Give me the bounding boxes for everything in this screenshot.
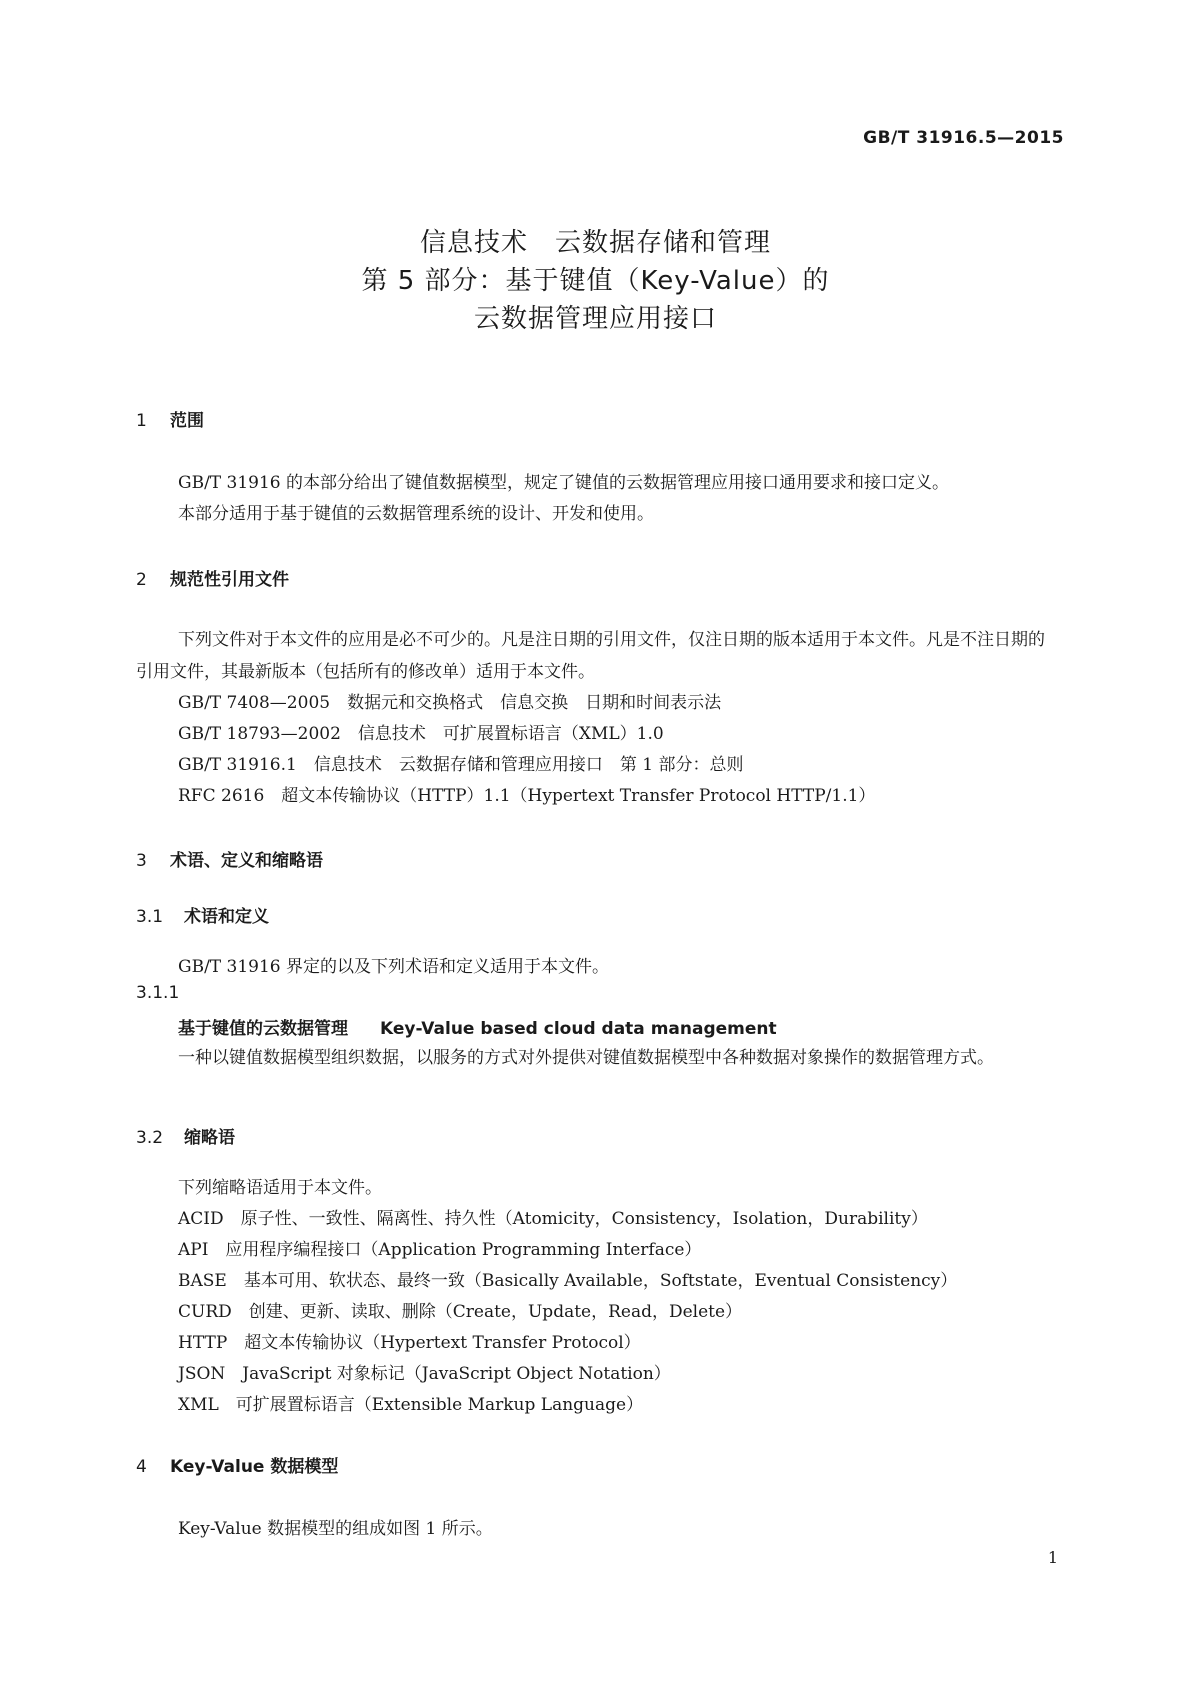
title-line-3: 云数据管理应用接口 <box>473 304 717 334</box>
section-1-heading <box>136 406 204 431</box>
abbreviation-item: API 应用程序编程接口（Application Programming Interface） <box>178 1240 702 1260</box>
title-line-1: 信息技术 云数据存储和管理 <box>419 228 771 258</box>
reference-item: GB/T 31916.1 信息技术 云数据存储和管理应用接口 第 1 部分：总则 <box>178 755 744 775</box>
section-title: 范围 <box>170 411 204 431</box>
term-chinese: 基于键值的云数据管理 <box>178 1019 348 1039</box>
section-2-heading <box>136 565 289 590</box>
reference-item: GB/T 7408—2005 数据元和交换格式 信息交换 日期和时间表示法 <box>178 693 722 713</box>
paragraph: 下列缩略语适用于本文件。 <box>178 1178 382 1198</box>
paragraph: 下列文件对于本文件的应用是必不可少的。凡是注日期的引用文件，仅注日期的版本适用于本文件。凡是不注日期的引用文件，其最新版本（包括所有的修改单）适用于本文件。 <box>136 630 1045 682</box>
abbreviation-item: CURD 创建、更新、读取、删除（Create，Update，Read，Delete） <box>178 1302 743 1322</box>
section-title: 缩略语 <box>184 1128 235 1148</box>
abbreviation-item: BASE 基本可用、软状态、最终一致（Basically Available，Softstate，Eventual Consistency） <box>178 1271 958 1291</box>
section-3-heading <box>136 846 323 871</box>
section-4-heading <box>136 1452 338 1477</box>
reference-item: RFC 2616 超文本传输协议（HTTP）1.1（Hypertext Transfer Protocol HTTP/1.1） <box>178 786 876 806</box>
abbreviation-item: ACID 原子性、一致性、隔离性、持久性（Atomicity，Consistency，Isolation，Durability） <box>178 1209 928 1229</box>
abbreviation-item: XML 可扩展置标语言（Extensible Markup Language） <box>178 1395 644 1415</box>
reference-item: GB/T 18793—2002 信息技术 可扩展置标语言（XML）1.0 <box>178 724 664 744</box>
section-number: 2 <box>136 570 147 590</box>
standard-number: GB/T 31916.5—2015 <box>863 128 1064 148</box>
document-title <box>0 224 1191 338</box>
section-title: Key-Value 数据模型 <box>170 1457 339 1477</box>
paragraph: GB/T 31916 界定的以及下列术语和定义适用于本文件。 <box>178 957 610 977</box>
section-number: 3.1 <box>136 907 164 927</box>
section-number: 4 <box>136 1457 147 1477</box>
paragraph: Key-Value 数据模型的组成如图 1 所示。 <box>178 1519 493 1539</box>
paragraph: GB/T 31916 的本部分给出了键值数据模型，规定了键值的云数据管理应用接口通用要求和接口定义。 <box>178 473 950 493</box>
section-title: 术语和定义 <box>184 907 269 927</box>
term-number: 3.1.1 <box>136 983 180 1003</box>
term-english: Key-Value based cloud data management <box>380 1019 777 1039</box>
section-3-1-heading <box>136 902 269 927</box>
section-3-2-heading <box>136 1123 235 1148</box>
section-title: 规范性引用文件 <box>170 570 289 590</box>
section-number: 3.2 <box>136 1128 164 1148</box>
section-title: 术语、定义和缩略语 <box>170 851 323 871</box>
abbreviation-item: HTTP 超文本传输协议（Hypertext Transfer Protocol） <box>178 1333 641 1353</box>
title-line-2: 第 5 部分：基于键值（Key-Value）的 <box>361 266 830 296</box>
section-number: 3 <box>136 851 147 871</box>
term-title <box>178 1014 777 1039</box>
paragraph: 本部分适用于基于键值的云数据管理系统的设计、开发和使用。 <box>178 504 654 524</box>
section-number: 1 <box>136 411 147 431</box>
page-number: 1 <box>1047 1548 1058 1567</box>
abbreviation-item: JSON JavaScript 对象标记（JavaScript Object Notation） <box>178 1364 671 1384</box>
term-definition: 一种以键值数据模型组织数据，以服务的方式对外提供对键值数据模型中各种数据对象操作的数据管理方式。 <box>178 1048 994 1068</box>
